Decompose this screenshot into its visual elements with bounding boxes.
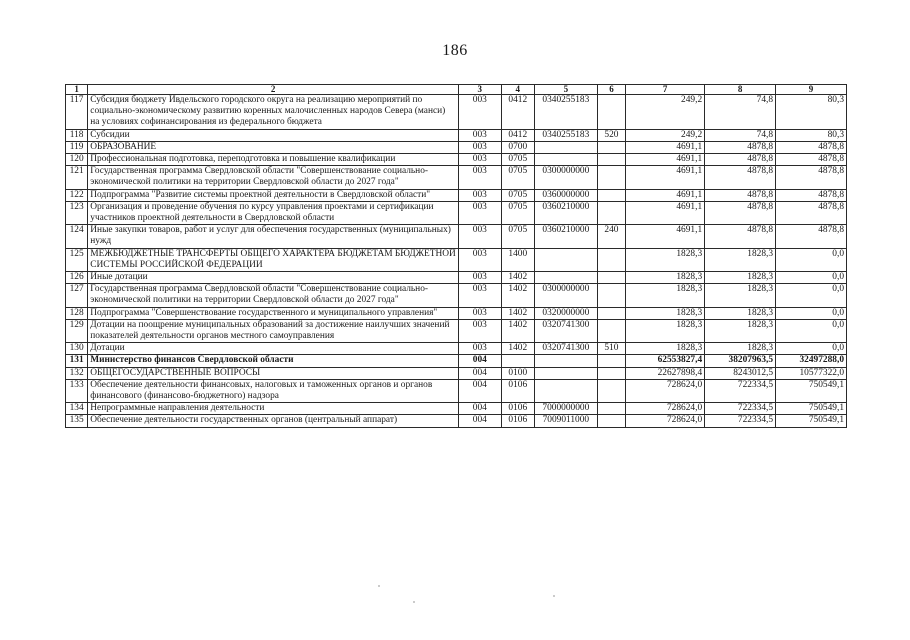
amount-col-8-cell: 722334,5 — [705, 403, 776, 415]
amount-col-9-cell: 0,0 — [776, 272, 847, 284]
target-article-cell: 0340255183 — [534, 129, 597, 141]
row-number-cell: 120 — [66, 154, 88, 166]
ministry-code-cell: 003 — [459, 225, 502, 248]
page-number: 186 — [442, 42, 468, 59]
section-code-cell: 0705 — [501, 189, 534, 201]
row-name-cell: Иные дотации — [88, 272, 459, 284]
amount-col-9-cell: 0,0 — [776, 307, 847, 319]
row-name-cell: ОБЩЕГОСУДАРСТВЕННЫЕ ВОПРОСЫ — [88, 367, 459, 379]
row-name-cell: Иные закупки товаров, работ и услуг для обеспечения государственных (муниципальных) нужд — [88, 225, 459, 248]
target-article-cell: 0360210000 — [534, 225, 597, 248]
target-article-cell: 0340255183 — [534, 95, 597, 130]
amount-col-9-cell: 0,0 — [776, 343, 847, 355]
row-number-cell: 127 — [66, 284, 88, 307]
amount-col-8-cell: 722334,5 — [705, 379, 776, 402]
row-number-cell: 117 — [66, 95, 88, 130]
budget-table — [65, 84, 847, 428]
ministry-code-cell: 003 — [459, 154, 502, 166]
table-row — [66, 95, 847, 130]
row-name-cell: Государственная программа Свердловской области "Совершенствование социально-экономической политики на территории Свердловской области до 2027 года" — [88, 284, 459, 307]
amount-col-9-cell: 10577322,0 — [776, 367, 847, 379]
row-name-cell: Дотации — [88, 343, 459, 355]
expense-type-cell — [597, 95, 625, 130]
row-number-cell: 135 — [66, 415, 88, 427]
amount-col-9-cell: 4878,8 — [776, 141, 847, 153]
section-code-cell — [501, 355, 534, 367]
ministry-code-cell: 003 — [459, 166, 502, 189]
row-number-cell: 125 — [66, 248, 88, 271]
row-name-cell: Организация и проведение обучения по курсу управления проектами и сертификации участников проектной деятельности в Свердловской области — [88, 201, 459, 224]
amount-col-8-cell: 722334,5 — [705, 415, 776, 427]
scan-speck — [413, 601, 415, 603]
amount-col-7-cell: 4691,1 — [626, 225, 705, 248]
amount-col-7-cell: 62553827,4 — [626, 355, 705, 367]
ministry-code-cell: 003 — [459, 319, 502, 342]
amount-col-7-cell: 4691,1 — [626, 166, 705, 189]
amount-col-8-cell: 1828,3 — [705, 284, 776, 307]
amount-col-9-cell: 4878,8 — [776, 154, 847, 166]
section-code-cell: 0412 — [501, 129, 534, 141]
ministry-code-cell: 003 — [459, 189, 502, 201]
amount-col-7-cell: 4691,1 — [626, 154, 705, 166]
amount-col-8-cell: 4878,8 — [705, 201, 776, 224]
target-article-cell: 0320741300 — [534, 343, 597, 355]
target-article-cell: 7009011000 — [534, 415, 597, 427]
table-row — [66, 154, 847, 166]
section-code-cell: 0700 — [501, 141, 534, 153]
section-code-cell: 1402 — [501, 272, 534, 284]
row-number-cell: 130 — [66, 343, 88, 355]
section-code-cell: 0705 — [501, 154, 534, 166]
table-row — [66, 415, 847, 427]
amount-col-9-cell: 750549,1 — [776, 415, 847, 427]
amount-col-8-cell: 4878,8 — [705, 154, 776, 166]
table-row — [66, 343, 847, 355]
ministry-code-cell: 003 — [459, 201, 502, 224]
amount-col-8-cell: 1828,3 — [705, 307, 776, 319]
table-row — [66, 201, 847, 224]
amount-col-9-cell: 4878,8 — [776, 166, 847, 189]
expense-type-cell — [597, 189, 625, 201]
ministry-code-cell: 003 — [459, 95, 502, 130]
amount-col-8-cell: 4878,8 — [705, 166, 776, 189]
row-number-cell: 122 — [66, 189, 88, 201]
section-code-cell: 0106 — [501, 379, 534, 402]
row-name-cell: Подпрограмма "Развитие системы проектной деятельности в Свердловской области" — [88, 189, 459, 201]
table-row — [66, 225, 847, 248]
target-article-cell — [534, 272, 597, 284]
row-name-cell: Профессиональная подготовка, переподготовка и повышение квалификации — [88, 154, 459, 166]
row-name-cell: Министерство финансов Свердловской области — [88, 355, 459, 367]
amount-col-7-cell: 4691,1 — [626, 201, 705, 224]
amount-col-9-cell: 4878,8 — [776, 189, 847, 201]
row-number-cell: 128 — [66, 307, 88, 319]
target-article-cell: 0300000000 — [534, 284, 597, 307]
amount-col-9-cell: 4878,8 — [776, 225, 847, 248]
expense-type-cell: 520 — [597, 129, 625, 141]
row-name-cell: МЕЖБЮДЖЕТНЫЕ ТРАНСФЕРТЫ ОБЩЕГО ХАРАКТЕРА БЮДЖЕТАМ БЮДЖЕТНОЙ СИСТЕМЫ РОССИЙСКОЙ ФЕДЕРАЦИИ — [88, 248, 459, 271]
row-name-cell: ОБРАЗОВАНИЕ — [88, 141, 459, 153]
row-number-cell: 119 — [66, 141, 88, 153]
row-name-cell: Дотации на поощрение муниципальных образований за достижение наилучших значений показателей деятельности органов местного самоуправления — [88, 319, 459, 342]
amount-col-8-cell: 74,8 — [705, 95, 776, 130]
row-number-cell: 131 — [66, 355, 88, 367]
row-name-cell: Обеспечение деятельности финансовых, налоговых и таможенных органов и органов финансового (финансово-бюджетного) надзора — [88, 379, 459, 402]
amount-col-7-cell: 249,2 — [626, 95, 705, 130]
table-row — [66, 272, 847, 284]
target-article-cell — [534, 154, 597, 166]
amount-col-8-cell: 1828,3 — [705, 272, 776, 284]
target-article-cell: 7000000000 — [534, 403, 597, 415]
amount-col-9-cell: 32497288,0 — [776, 355, 847, 367]
amount-col-7-cell: 4691,1 — [626, 141, 705, 153]
amount-col-8-cell: 4878,8 — [705, 141, 776, 153]
table-body — [66, 95, 847, 428]
amount-col-7-cell: 249,2 — [626, 129, 705, 141]
section-code-cell: 1402 — [501, 284, 534, 307]
expense-type-cell — [597, 355, 625, 367]
table-row — [66, 129, 847, 141]
amount-col-7-cell: 1828,3 — [626, 284, 705, 307]
section-code-cell: 1400 — [501, 248, 534, 271]
row-number-cell: 129 — [66, 319, 88, 342]
target-article-cell: 0360000000 — [534, 189, 597, 201]
ministry-code-cell: 003 — [459, 248, 502, 271]
target-article-cell: 0360210000 — [534, 201, 597, 224]
ministry-code-cell: 004 — [459, 367, 502, 379]
expense-type-cell: 510 — [597, 343, 625, 355]
section-code-cell: 0106 — [501, 415, 534, 427]
header-col-7: 7 — [626, 85, 705, 95]
expense-type-cell — [597, 367, 625, 379]
header-col-6: 6 — [597, 85, 625, 95]
amount-col-9-cell: 80,3 — [776, 129, 847, 141]
amount-col-7-cell: 1828,3 — [626, 272, 705, 284]
ministry-code-cell: 003 — [459, 307, 502, 319]
expense-type-cell — [597, 166, 625, 189]
expense-type-cell — [597, 154, 625, 166]
expense-type-cell: 240 — [597, 225, 625, 248]
header-row — [66, 85, 847, 95]
ministry-code-cell: 004 — [459, 379, 502, 402]
scan-speck — [553, 595, 555, 597]
header-col-2: 2 — [88, 85, 459, 95]
amount-col-9-cell: 0,0 — [776, 284, 847, 307]
ministry-code-cell: 003 — [459, 343, 502, 355]
target-article-cell: 0320000000 — [534, 307, 597, 319]
target-article-cell: 0300000000 — [534, 166, 597, 189]
expense-type-cell — [597, 141, 625, 153]
amount-col-9-cell: 4878,8 — [776, 201, 847, 224]
target-article-cell — [534, 379, 597, 402]
row-number-cell: 134 — [66, 403, 88, 415]
header-col-1: 1 — [66, 85, 88, 95]
table-row — [66, 166, 847, 189]
row-number-cell: 124 — [66, 225, 88, 248]
expense-type-cell — [597, 284, 625, 307]
section-code-cell: 1402 — [501, 343, 534, 355]
header-col-4: 4 — [501, 85, 534, 95]
table-row — [66, 379, 847, 402]
table-row — [66, 319, 847, 342]
amount-col-7-cell: 1828,3 — [626, 307, 705, 319]
ministry-code-cell: 003 — [459, 141, 502, 153]
amount-col-8-cell: 1828,3 — [705, 248, 776, 271]
expense-type-cell — [597, 272, 625, 284]
ministry-code-cell: 003 — [459, 129, 502, 141]
amount-col-9-cell: 0,0 — [776, 319, 847, 342]
scan-speck — [378, 585, 380, 587]
header-col-9: 9 — [776, 85, 847, 95]
expense-type-cell — [597, 415, 625, 427]
header-col-8: 8 — [705, 85, 776, 95]
section-code-cell: 0705 — [501, 225, 534, 248]
section-code-cell: 0100 — [501, 367, 534, 379]
table-row — [66, 141, 847, 153]
row-number-cell: 123 — [66, 201, 88, 224]
row-name-cell: Обеспечение деятельности государственных органов (центральный аппарат) — [88, 415, 459, 427]
target-article-cell — [534, 355, 597, 367]
section-code-cell: 0705 — [501, 201, 534, 224]
header-col-3: 3 — [459, 85, 502, 95]
expense-type-cell — [597, 201, 625, 224]
amount-col-7-cell: 728624,0 — [626, 415, 705, 427]
amount-col-7-cell: 1828,3 — [626, 343, 705, 355]
target-article-cell — [534, 367, 597, 379]
row-name-cell: Подпрограмма "Совершенствование государственного и муниципального управления" — [88, 307, 459, 319]
amount-col-9-cell: 0,0 — [776, 248, 847, 271]
ministry-code-cell: 004 — [459, 355, 502, 367]
table-row — [66, 307, 847, 319]
header-col-5: 5 — [534, 85, 597, 95]
amount-col-8-cell: 4878,8 — [705, 189, 776, 201]
target-article-cell — [534, 248, 597, 271]
row-number-cell: 132 — [66, 367, 88, 379]
amount-col-8-cell: 4878,8 — [705, 225, 776, 248]
row-number-cell: 133 — [66, 379, 88, 402]
amount-col-7-cell: 728624,0 — [626, 403, 705, 415]
ministry-code-cell: 003 — [459, 272, 502, 284]
row-name-cell: Непрограммные направления деятельности — [88, 403, 459, 415]
section-code-cell: 0106 — [501, 403, 534, 415]
amount-col-8-cell: 1828,3 — [705, 319, 776, 342]
target-article-cell: 0320741300 — [534, 319, 597, 342]
target-article-cell — [534, 141, 597, 153]
section-code-cell: 1402 — [501, 307, 534, 319]
amount-col-7-cell: 1828,3 — [626, 248, 705, 271]
table-row — [66, 284, 847, 307]
expense-type-cell — [597, 307, 625, 319]
amount-col-8-cell: 74,8 — [705, 129, 776, 141]
amount-col-9-cell: 750549,1 — [776, 379, 847, 402]
section-code-cell: 0412 — [501, 95, 534, 130]
table-row — [66, 367, 847, 379]
table-row — [66, 189, 847, 201]
amount-col-9-cell: 750549,1 — [776, 403, 847, 415]
expense-type-cell — [597, 248, 625, 271]
amount-col-8-cell: 8243012,5 — [705, 367, 776, 379]
ministry-code-cell: 004 — [459, 403, 502, 415]
row-number-cell: 118 — [66, 129, 88, 141]
row-name-cell: Государственная программа Свердловской области "Совершенствование социально-экономической политики на территории Свердловской области до 2027 года" — [88, 166, 459, 189]
expense-type-cell — [597, 403, 625, 415]
section-code-cell: 1402 — [501, 319, 534, 342]
amount-col-7-cell: 4691,1 — [626, 189, 705, 201]
amount-col-8-cell: 1828,3 — [705, 343, 776, 355]
expense-type-cell — [597, 379, 625, 402]
amount-col-7-cell: 1828,3 — [626, 319, 705, 342]
row-number-cell: 121 — [66, 166, 88, 189]
expense-type-cell — [597, 319, 625, 342]
row-name-cell: Субсидии — [88, 129, 459, 141]
table-row — [66, 248, 847, 271]
amount-col-7-cell: 22627898,4 — [626, 367, 705, 379]
ministry-code-cell: 004 — [459, 415, 502, 427]
ministry-code-cell: 003 — [459, 284, 502, 307]
row-name-cell: Субсидия бюджету Ивдельского городского округа на реализацию мероприятий по социально-экономическому развитию коренных малочисленных народов Севера (манси) на условиях софинансирования из федерального бюджета — [88, 95, 459, 130]
section-code-cell: 0705 — [501, 166, 534, 189]
table-row — [66, 403, 847, 415]
amount-col-9-cell: 80,3 — [776, 95, 847, 130]
row-number-cell: 126 — [66, 272, 88, 284]
table-header — [66, 85, 847, 95]
amount-col-7-cell: 728624,0 — [626, 379, 705, 402]
table-row — [66, 355, 847, 367]
amount-col-8-cell: 38207963,5 — [705, 355, 776, 367]
